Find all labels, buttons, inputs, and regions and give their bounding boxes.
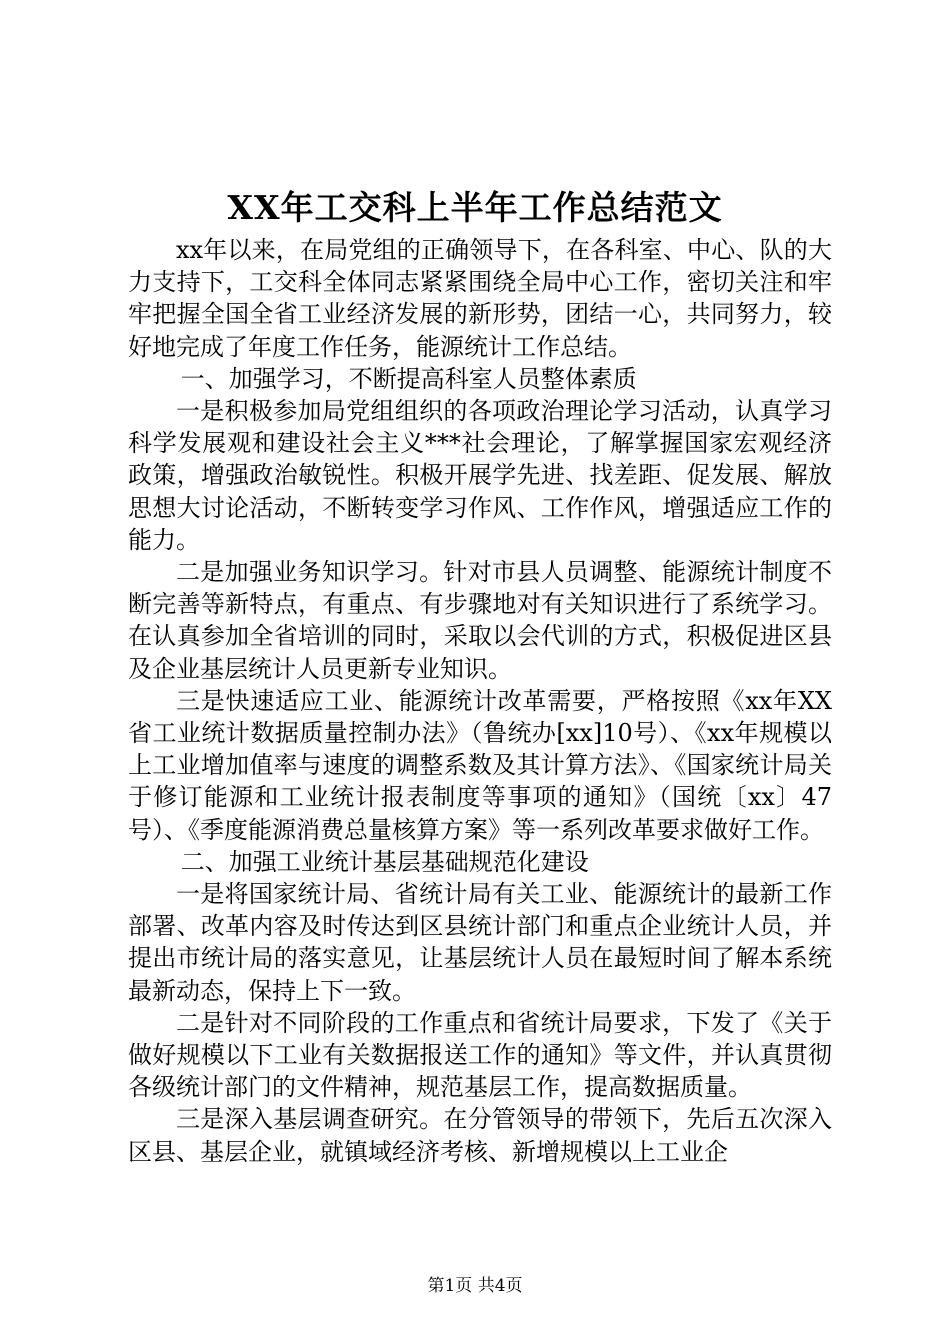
section-heading-2: 二、加强工业统计基层基础规范化建设 [180, 847, 589, 876]
paragraph-1-1: 一是积极参加局党组组织的各项政治理论学习活动，认真学习科学发展观和建设社会主义***社会理论，了解掌握国家宏观经济政策，增强政治敏锐性。积极开展学先进、找差距、促发展、解放思想大讨论活动，不断转变学习作风、工作作风，增强适应工作的能力。 [128, 397, 832, 554]
page-footer: 第1页 共4页 [427, 1276, 523, 1296]
paragraph-1-3: 三是快速适应工业、能源统计改革需要，严格按照《xx年XX省工业统计数据质量控制办法》（鲁统办[xx]10号）、《xx年规模以上工业增加值率与速度的调整系数及其计算方法》、《国家统计局关于修订能源和工业统计报表制度等事项的通知》（国统〔xx〕47号）、《季度能源消费总量核算方案》等一系列改革要求做好工作。 [128, 686, 832, 844]
paragraph-2-3: 三是深入基层调查研究。在分管领导的带领下，先后五次深入区县、基层企业，就镇域经济考核、新增规模以上工业企 [128, 1105, 832, 1166]
paragraph-2-1: 一是将国家统计局、省统计局有关工业、能源统计的最新工作部署、改革内容及时传达到区县统计部门和重点企业统计人员，并提出市统计局的落实意见，让基层统计人员在最短时间了解本系统最新动态，保持上下一致。 [128, 880, 832, 1005]
section-heading-1: 一、加强学习，不断提高科室人员整体素质 [180, 364, 637, 393]
paragraph-2-2: 二是针对不同阶段的工作重点和省统计局要求，下发了《关于做好规模以下工业有关数据报送工作的通知》等文件，并认真贯彻各级统计部门的文件精神，规范基层工作，提高数据质量。 [128, 1008, 832, 1102]
paragraph-1-2: 二是加强业务知识学习。针对市县人员调整、能源统计制度不断完善等新特点，有重点、有步骤地对有关知识进行了系统学习。在认真参加全省培训的同时，采取以会代训的方式，积极促进区县及企业基层统计人员更新专业知识。 [128, 558, 832, 683]
document-title: XX年工交科上半年工作总结范文 [227, 188, 723, 227]
document-body [128, 234, 832, 1168]
paragraph-intro: xx年以来，在局党组的正确领导下，在各科室、中心、队的大力支持下，工交科全体同志紧紧围绕全局中心工作，密切关注和牢牢把握全国全省工业经济发展的新形势，团结一心，共同努力，较好地完成了年度工作任务，能源统计工作总结。 [128, 236, 832, 361]
